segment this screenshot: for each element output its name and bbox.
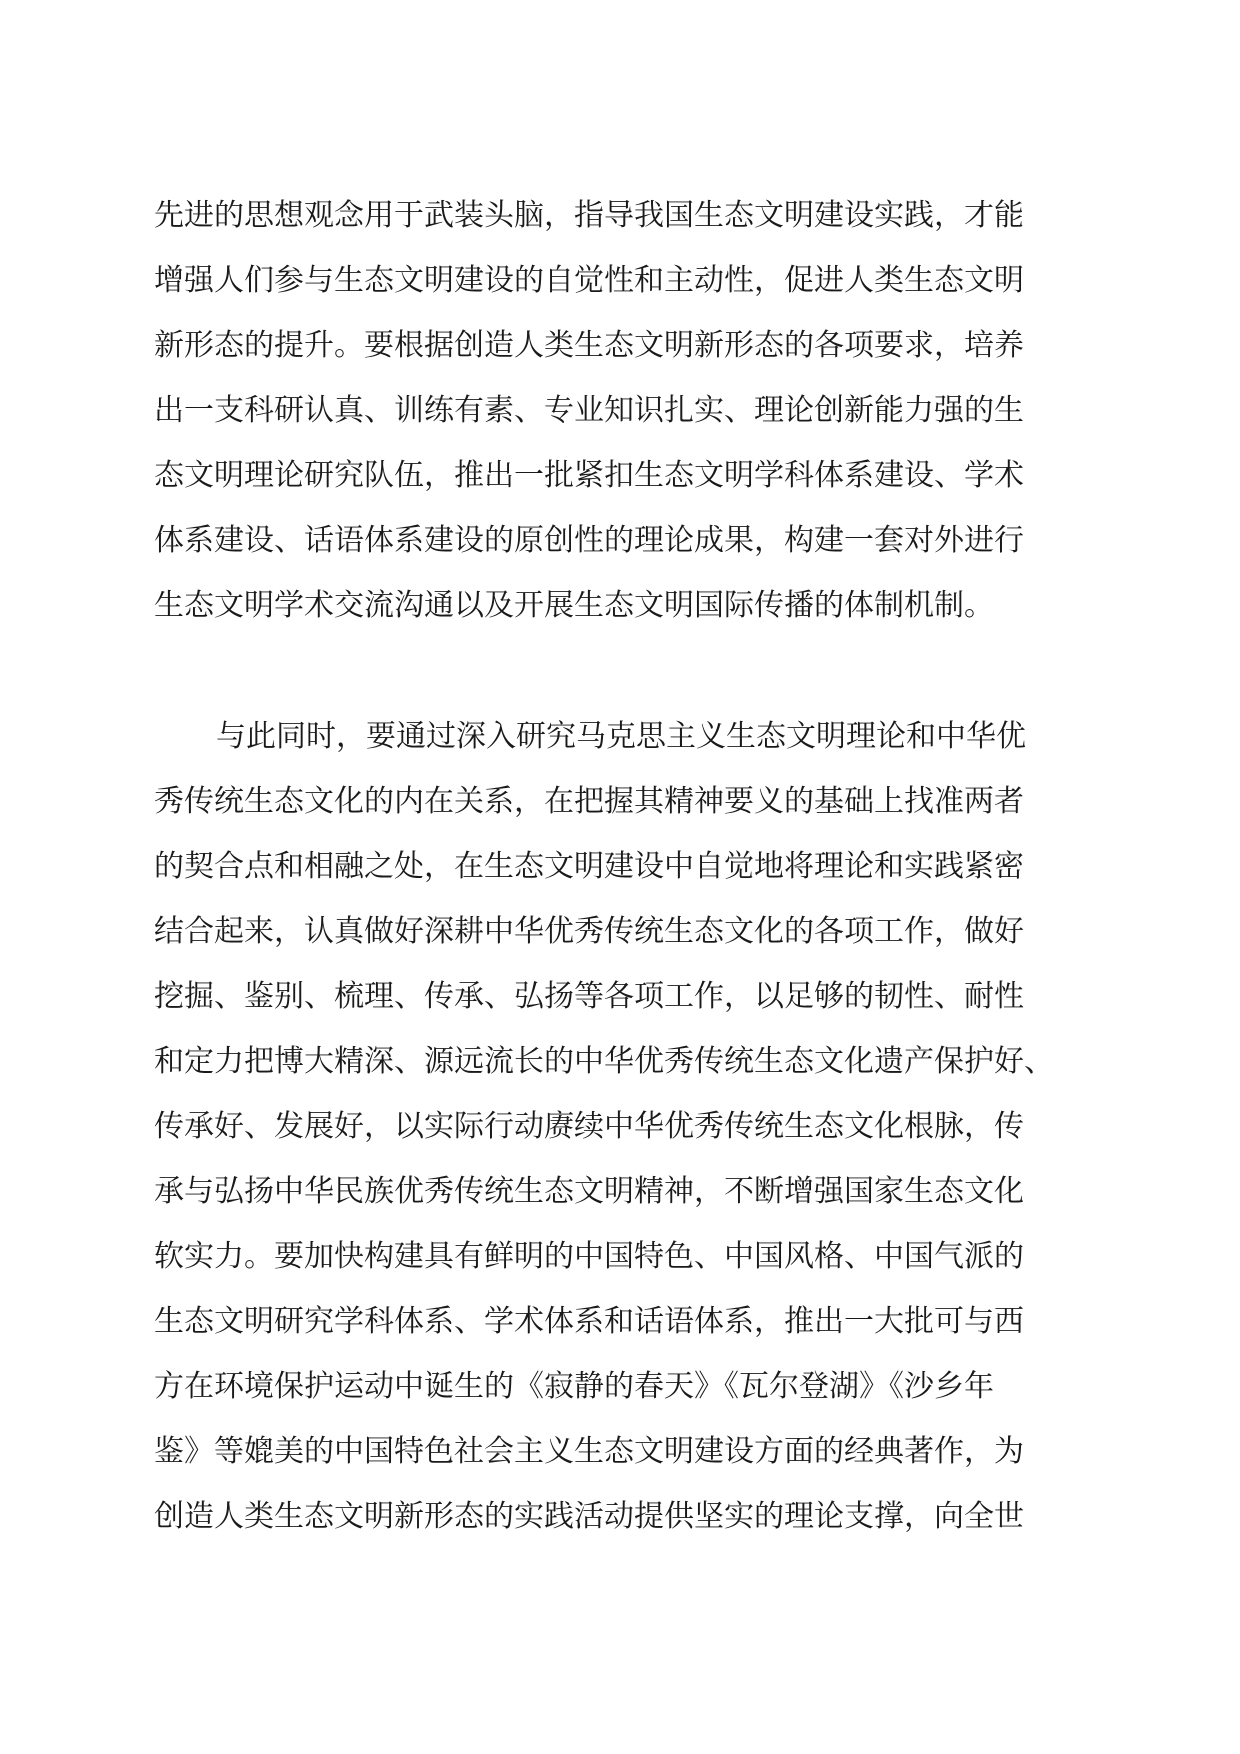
- text-line: 承与弘扬中华民族优秀传统生态文明精神，不断增强国家生态文化: [154, 1174, 1024, 1209]
- text-line: 软实力。要加快构建具有鲜明的中国特色、中国风格、中国气派的: [154, 1239, 1024, 1274]
- text-line: 结合起来，认真做好深耕中华优秀传统生态文化的各项工作，做好: [154, 914, 1024, 949]
- text-line: 体系建设、话语体系建设的原创性的理论成果，构建一套对外进行: [154, 523, 1024, 558]
- paragraph-continued: [154, 183, 1094, 638]
- paragraph-main: [154, 704, 1094, 1549]
- text-line: 的契合点和相融之处，在生态文明建设中自觉地将理论和实践紧密: [154, 849, 1024, 884]
- text-line: 创造人类生态文明新形态的实践活动提供坚实的理论支撑，向全世: [154, 1499, 1024, 1534]
- text-line-first: 与此同时，要通过深入研究马克思主义生态文明理论和中华优: [216, 719, 1026, 754]
- text-line: 生态文明学术交流沟通以及开展生态文明国际传播的体制机制。: [154, 588, 994, 623]
- text-line: 先进的思想观念用于武装头脑，指导我国生态文明建设实践，才能: [154, 198, 1024, 233]
- text-line: 生态文明研究学科体系、学术体系和话语体系，推出一大批可与西: [154, 1304, 1024, 1339]
- text-line: 鉴》等媲美的中国特色社会主义生态文明建设方面的经典著作，为: [154, 1434, 1024, 1469]
- text-line: 传承好、发展好，以实际行动赓续中华优秀传统生态文化根脉，传: [154, 1109, 1024, 1144]
- text-line: 和定力把博大精深、源远流长的中华优秀传统生态文化遗产保护好、: [154, 1044, 1054, 1079]
- text-line: 方在环境保护运动中诞生的《寂静的春天》《瓦尔登湖》《沙乡年: [154, 1369, 994, 1404]
- text-line: 态文明理论研究队伍，推出一批紧扣生态文明学科体系建设、学术: [154, 458, 1024, 493]
- text-line: 挖掘、鉴别、梳理、传承、弘扬等各项工作，以足够的韧性、耐性: [154, 979, 1024, 1014]
- text-line: 增强人们参与生态文明建设的自觉性和主动性，促进人类生态文明: [154, 263, 1024, 298]
- text-line: 秀传统生态文化的内在关系，在把握其精神要义的基础上找准两者: [154, 784, 1024, 819]
- text-line: 新形态的提升。要根据创造人类生态文明新形态的各项要求，培养: [154, 328, 1024, 363]
- text-line: 出一支科研认真、训练有素、专业知识扎实、理论创新能力强的生: [154, 393, 1024, 428]
